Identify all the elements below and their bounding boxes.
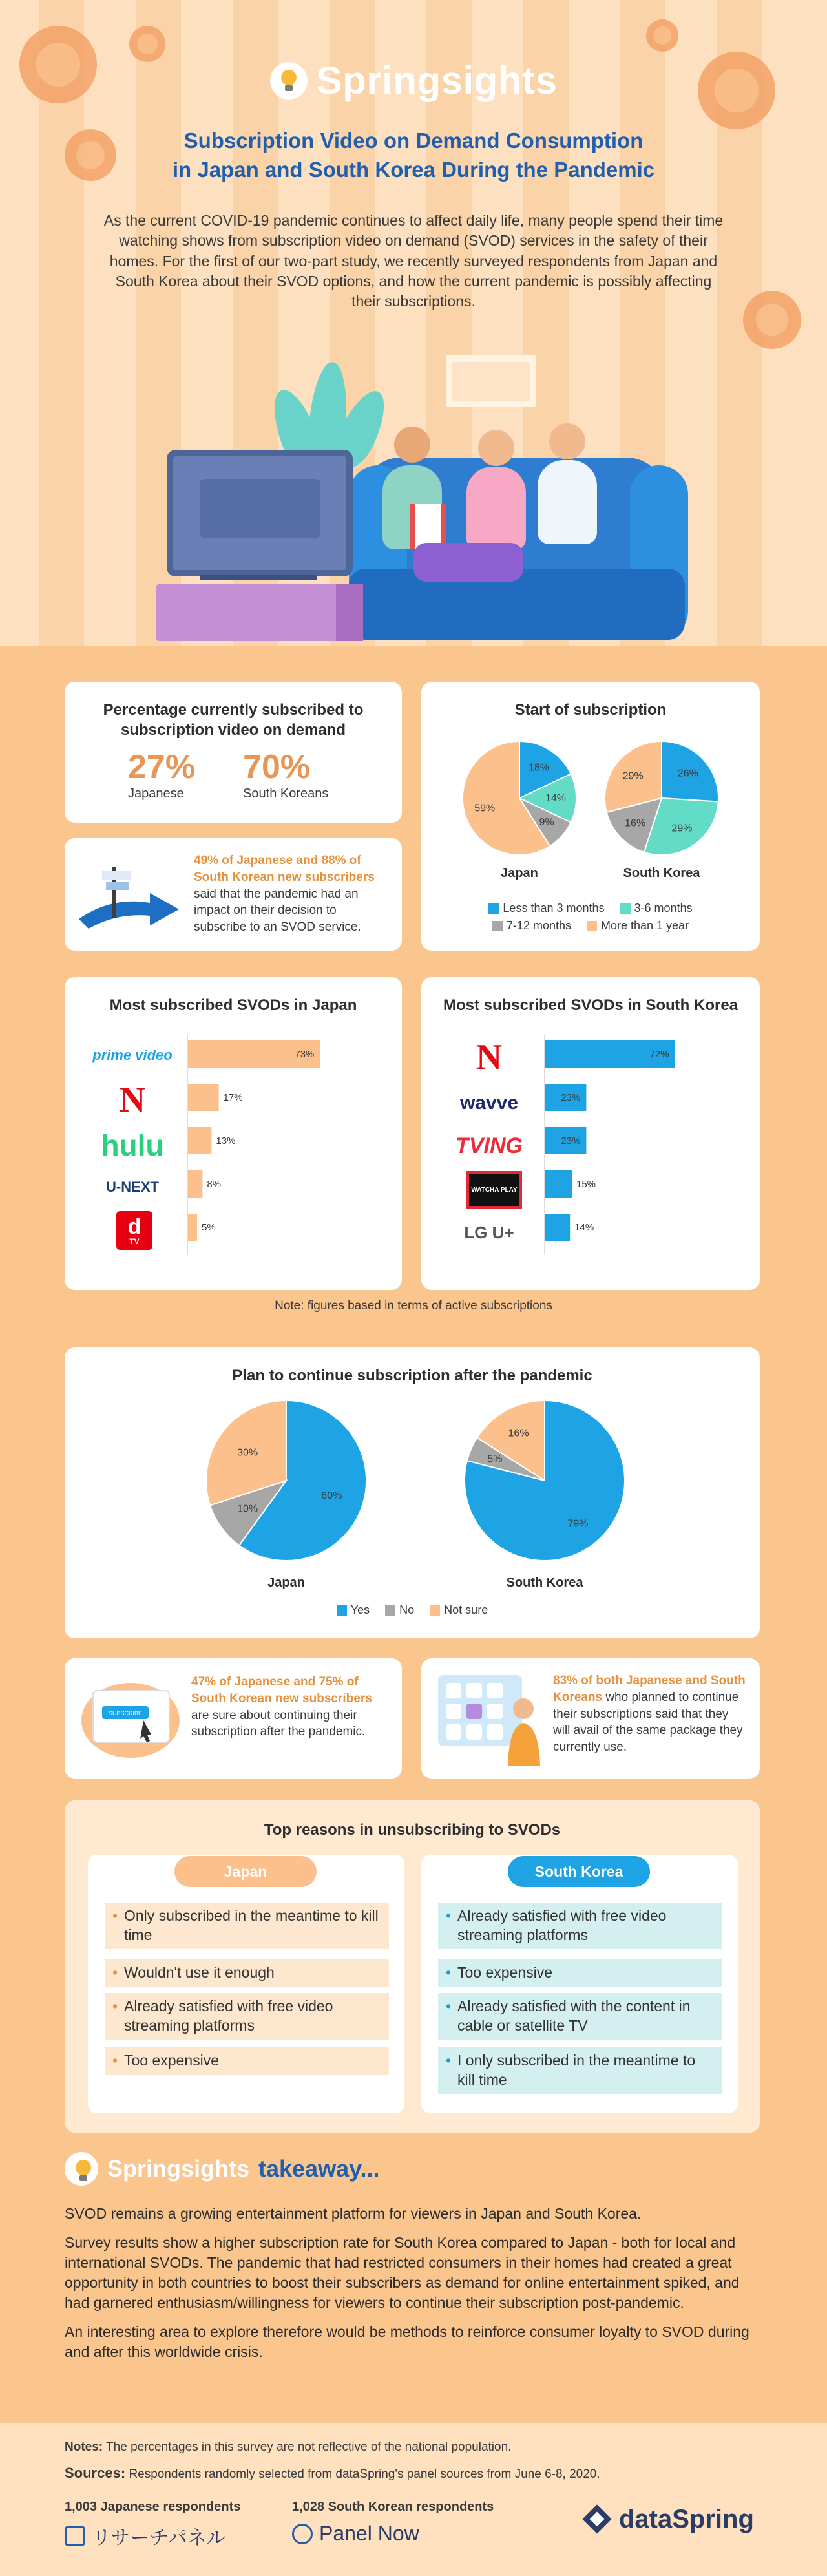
japan-svod-title: Most subscribed SVODs in Japan <box>109 997 357 1014</box>
bar-data-label: 17% <box>223 1092 243 1103</box>
tving-logo: TVING <box>455 1133 523 1158</box>
pie-series-name: Japan <box>501 866 538 880</box>
footer-notes: Notes: The percentages in this survey are not reflective of the national population. <box>65 2440 512 2454</box>
korea-reason-item: • Already satisfied with the content in cable or satellite TV <box>438 1993 722 2040</box>
plan-continue-card <box>65 1347 760 1638</box>
subscribed-card <box>65 682 402 823</box>
virus-icon <box>129 26 165 62</box>
person-icon <box>478 430 514 466</box>
panel-icon <box>65 2526 85 2546</box>
subscribed-title: Percentage currently subscribed to subscription video on demand <box>103 701 364 739</box>
footer-sources: Sources: Respondents randomly selected from dataSpring's panel sources from June 6-8, 2020. <box>65 2465 600 2481</box>
takeaway-paragraph: Survey results show a higher subscription rate for South Korea compared to Japan - both for local and international SVODs. The pandemic that had restricted consumers in their homes had created a great opportunity in both countries to boost their subscribers as demand for online entertainment spiked, and had garnered enthusiasm/willingness for viewers to continue their subscription post-pandemic. <box>65 2234 740 2312</box>
pie-data-label: 29% <box>622 770 644 782</box>
tv-stand <box>200 575 317 580</box>
korea-respondents: 1,028 South Korean respondents <box>292 2500 494 2514</box>
korea-svod-chart <box>544 1035 744 1255</box>
japan-reason-item: • Too expensive <box>105 2047 389 2075</box>
pie-data-label: 14% <box>545 793 567 804</box>
legend-label: 7-12 months <box>506 919 571 932</box>
hero-section <box>0 0 827 646</box>
page-title <box>0 127 827 184</box>
dtv-logo: d TV <box>116 1211 152 1250</box>
legend-label: 3-6 months <box>634 902 693 914</box>
legend-item <box>385 1603 414 1617</box>
start-subscription-chart <box>421 734 760 882</box>
japan-subscribed-stat: 27% Japanese <box>128 748 196 801</box>
bar-data-label: 23% <box>561 1092 581 1103</box>
bar-mark <box>188 1214 197 1241</box>
legend-label: Not sure <box>444 1603 488 1616</box>
legend-item <box>587 919 689 933</box>
takeaway-paragraph: An interesting area to explore therefore would be methods to reinforce consumer loyalty to SVOD during and after this worldwide crisis. <box>65 2323 749 2361</box>
japan-reason-item: • Wouldn't use it enough <box>105 1959 389 1987</box>
japan-reason-item: • Only subscribed in the meantime to kill time <box>105 1903 389 1949</box>
virus-icon <box>743 291 801 349</box>
person-icon <box>466 467 526 551</box>
watcha-play-logo: WATCHA PLAY <box>466 1171 522 1209</box>
korea-reasons-label: South Korea <box>508 1856 650 1887</box>
footer <box>0 2423 827 2576</box>
japan-svod-chart <box>187 1035 388 1255</box>
bar-mark <box>545 1214 570 1241</box>
person-icon <box>549 423 585 459</box>
start-subscription-legend <box>447 902 734 933</box>
netflix-logo: N <box>119 1080 146 1120</box>
signpost-icon <box>72 858 189 935</box>
pie-data-label: 9% <box>539 817 554 829</box>
legend-swatch <box>492 921 503 931</box>
continue-callout-text: 47% of Japanese and 75% of South Korean new subscribers are sure about continuing their subscription after the pandemic. <box>191 1675 372 1739</box>
pie-data-label: 16% <box>508 1428 529 1439</box>
korea-reason-item: • Already satisfied with free video streaming platforms <box>438 1903 722 1949</box>
tv-cabinet-side <box>336 584 363 641</box>
wall-frame <box>446 355 536 407</box>
lightbulb-icon <box>65 2152 98 2186</box>
legend-item <box>488 902 604 915</box>
bar-data-label: 14% <box>574 1222 594 1233</box>
panel-icon <box>292 2524 313 2544</box>
pie-data-label: 60% <box>321 1490 342 1501</box>
bar-data-label: 8% <box>207 1179 222 1190</box>
pie-data-label: 30% <box>237 1447 258 1459</box>
app-grid-person-icon <box>432 1669 548 1772</box>
bar-mark <box>188 1170 202 1198</box>
pie-data-label: 10% <box>237 1503 258 1515</box>
brand-name: Springsights <box>316 59 558 102</box>
subscribe-button-label: SUBSCRIBE <box>108 1710 143 1716</box>
person-icon <box>538 460 597 544</box>
korea-svod-title: Most subscribed SVODs in South Korea <box>443 997 738 1014</box>
start-subscription-title: Start of subscription <box>514 701 667 719</box>
dataspring-logo: dataSpring <box>581 2504 754 2535</box>
pie-data-label: 59% <box>474 803 496 814</box>
pie-data-label: 18% <box>528 762 550 774</box>
package-callout-text: 83% of both Japanese and South Koreans who planned to continue their subscriptions said that they will avail of the same package they currently use. <box>553 1674 746 1755</box>
bar-data-label: 5% <box>202 1222 216 1233</box>
bar-mark <box>188 1084 219 1111</box>
plan-continue-chart <box>65 1399 760 1593</box>
legend-item <box>337 1603 370 1617</box>
bar-data-label: 73% <box>295 1049 315 1060</box>
pie-data-label: 5% <box>487 1453 503 1465</box>
japan-svod-card <box>65 977 402 1290</box>
legend-swatch <box>337 1605 347 1616</box>
intro-paragraph: As the current COVID-19 pandemic continues to affect daily life, many people spend their time watching shows from subscription video on demand (SVOD) services in the safety of their homes. For the first of our two-part study, we recently surveyed respondents from Japan and South Korea about their SVOD options, and how the current pandemic is possibly affecting their subscriptions. <box>103 212 724 310</box>
panel-now-logo: Panel Now <box>292 2522 419 2546</box>
impact-callout-text: 49% of Japanese and 88% of South Korean new subscribers said that the pandemic had an impact on their decision to subscribe to an SVOD service. <box>194 854 375 934</box>
tv-illustration <box>167 450 353 576</box>
pie-data-label: 29% <box>671 823 693 834</box>
pie-series-name: South Korea <box>506 1576 583 1590</box>
tv-cabinet <box>156 584 363 641</box>
research-panel-logo: リサーチパネル <box>65 2522 226 2550</box>
page-title-line: in Japan and South Korea During the Pandemic <box>172 157 655 182</box>
korea-subscribed-stat: 70% South Koreans <box>243 748 329 801</box>
reasons-title: Top reasons in unsubscribing to SVODs <box>264 1821 561 1839</box>
pie-data-label: 26% <box>677 768 698 779</box>
legend-label: Yes <box>350 1603 370 1616</box>
unext-logo: U-NEXT <box>106 1179 159 1195</box>
takeaway-brand: Springsights <box>107 2155 250 2182</box>
bar-mark <box>188 1127 211 1154</box>
takeaway-paragraph: SVOD remains a growing entertainment platform for viewers in Japan and South Korea. <box>65 2205 642 2222</box>
person-legs <box>414 543 523 582</box>
subscribe-screen-icon <box>79 1675 182 1759</box>
start-subscription-card <box>421 682 760 951</box>
takeaway-section <box>65 2152 762 2371</box>
legend-label: Less than 3 months <box>503 902 605 914</box>
active-subscriptions-note: Note: figures based in terms of active subscriptions <box>275 1299 552 1313</box>
takeaway-heading: takeaway... <box>258 2155 380 2182</box>
continue-callout <box>65 1658 402 1779</box>
legend-swatch <box>620 903 631 914</box>
korea-reason-item: • Too expensive <box>438 1959 722 1987</box>
legend-item <box>492 919 571 933</box>
prime-video-logo: prime video <box>92 1047 173 1063</box>
legend-swatch <box>587 921 597 931</box>
wavve-logo: wavve <box>459 1092 519 1114</box>
bar-data-label: 15% <box>576 1179 596 1190</box>
bar-data-label: 13% <box>216 1135 236 1146</box>
hulu-logo: hulu <box>101 1128 164 1162</box>
bar-data-label: 72% <box>649 1049 669 1060</box>
bar-mark <box>545 1170 572 1198</box>
virus-icon <box>646 19 678 52</box>
impact-callout <box>65 838 402 951</box>
pie-data-label: 16% <box>625 818 646 829</box>
bar-data-label: 23% <box>561 1135 581 1146</box>
legend-label: More than 1 year <box>600 919 689 932</box>
brand-header <box>0 58 827 103</box>
dataspring-icon <box>581 2504 612 2535</box>
legend-swatch <box>430 1605 440 1616</box>
japan-reason-item: • Already satisfied with free video streaming platforms <box>105 1993 389 2040</box>
legend-swatch <box>488 903 499 914</box>
korea-svod-card <box>421 977 760 1290</box>
pie-data-label: 79% <box>567 1518 589 1530</box>
reasons-panel <box>65 1800 760 2133</box>
lightbulb-icon <box>270 62 308 100</box>
plan-continue-legend <box>65 1603 760 1617</box>
page-title-line: Subscription Video on Demand Consumption <box>183 129 644 153</box>
lgu-logo: LG U+ <box>464 1222 514 1242</box>
plan-continue-title: Plan to continue subscription after the pandemic <box>232 1367 592 1384</box>
korea-reason-item: • I only subscribed in the meantime to kill time <box>438 2047 722 2094</box>
legend-item <box>620 902 693 915</box>
legend-label: No <box>399 1603 415 1616</box>
legend-item <box>430 1603 488 1617</box>
japan-respondents: 1,003 Japanese respondents <box>65 2500 241 2514</box>
pie-series-name: Japan <box>267 1576 305 1590</box>
netflix-logo: N <box>476 1037 503 1077</box>
japan-reasons-label: Japan <box>174 1856 317 1887</box>
legend-swatch <box>385 1605 395 1616</box>
person-icon <box>394 427 430 463</box>
package-callout <box>421 1658 760 1779</box>
takeaway-header <box>65 2152 762 2186</box>
pie-series-name: South Korea <box>623 866 700 880</box>
